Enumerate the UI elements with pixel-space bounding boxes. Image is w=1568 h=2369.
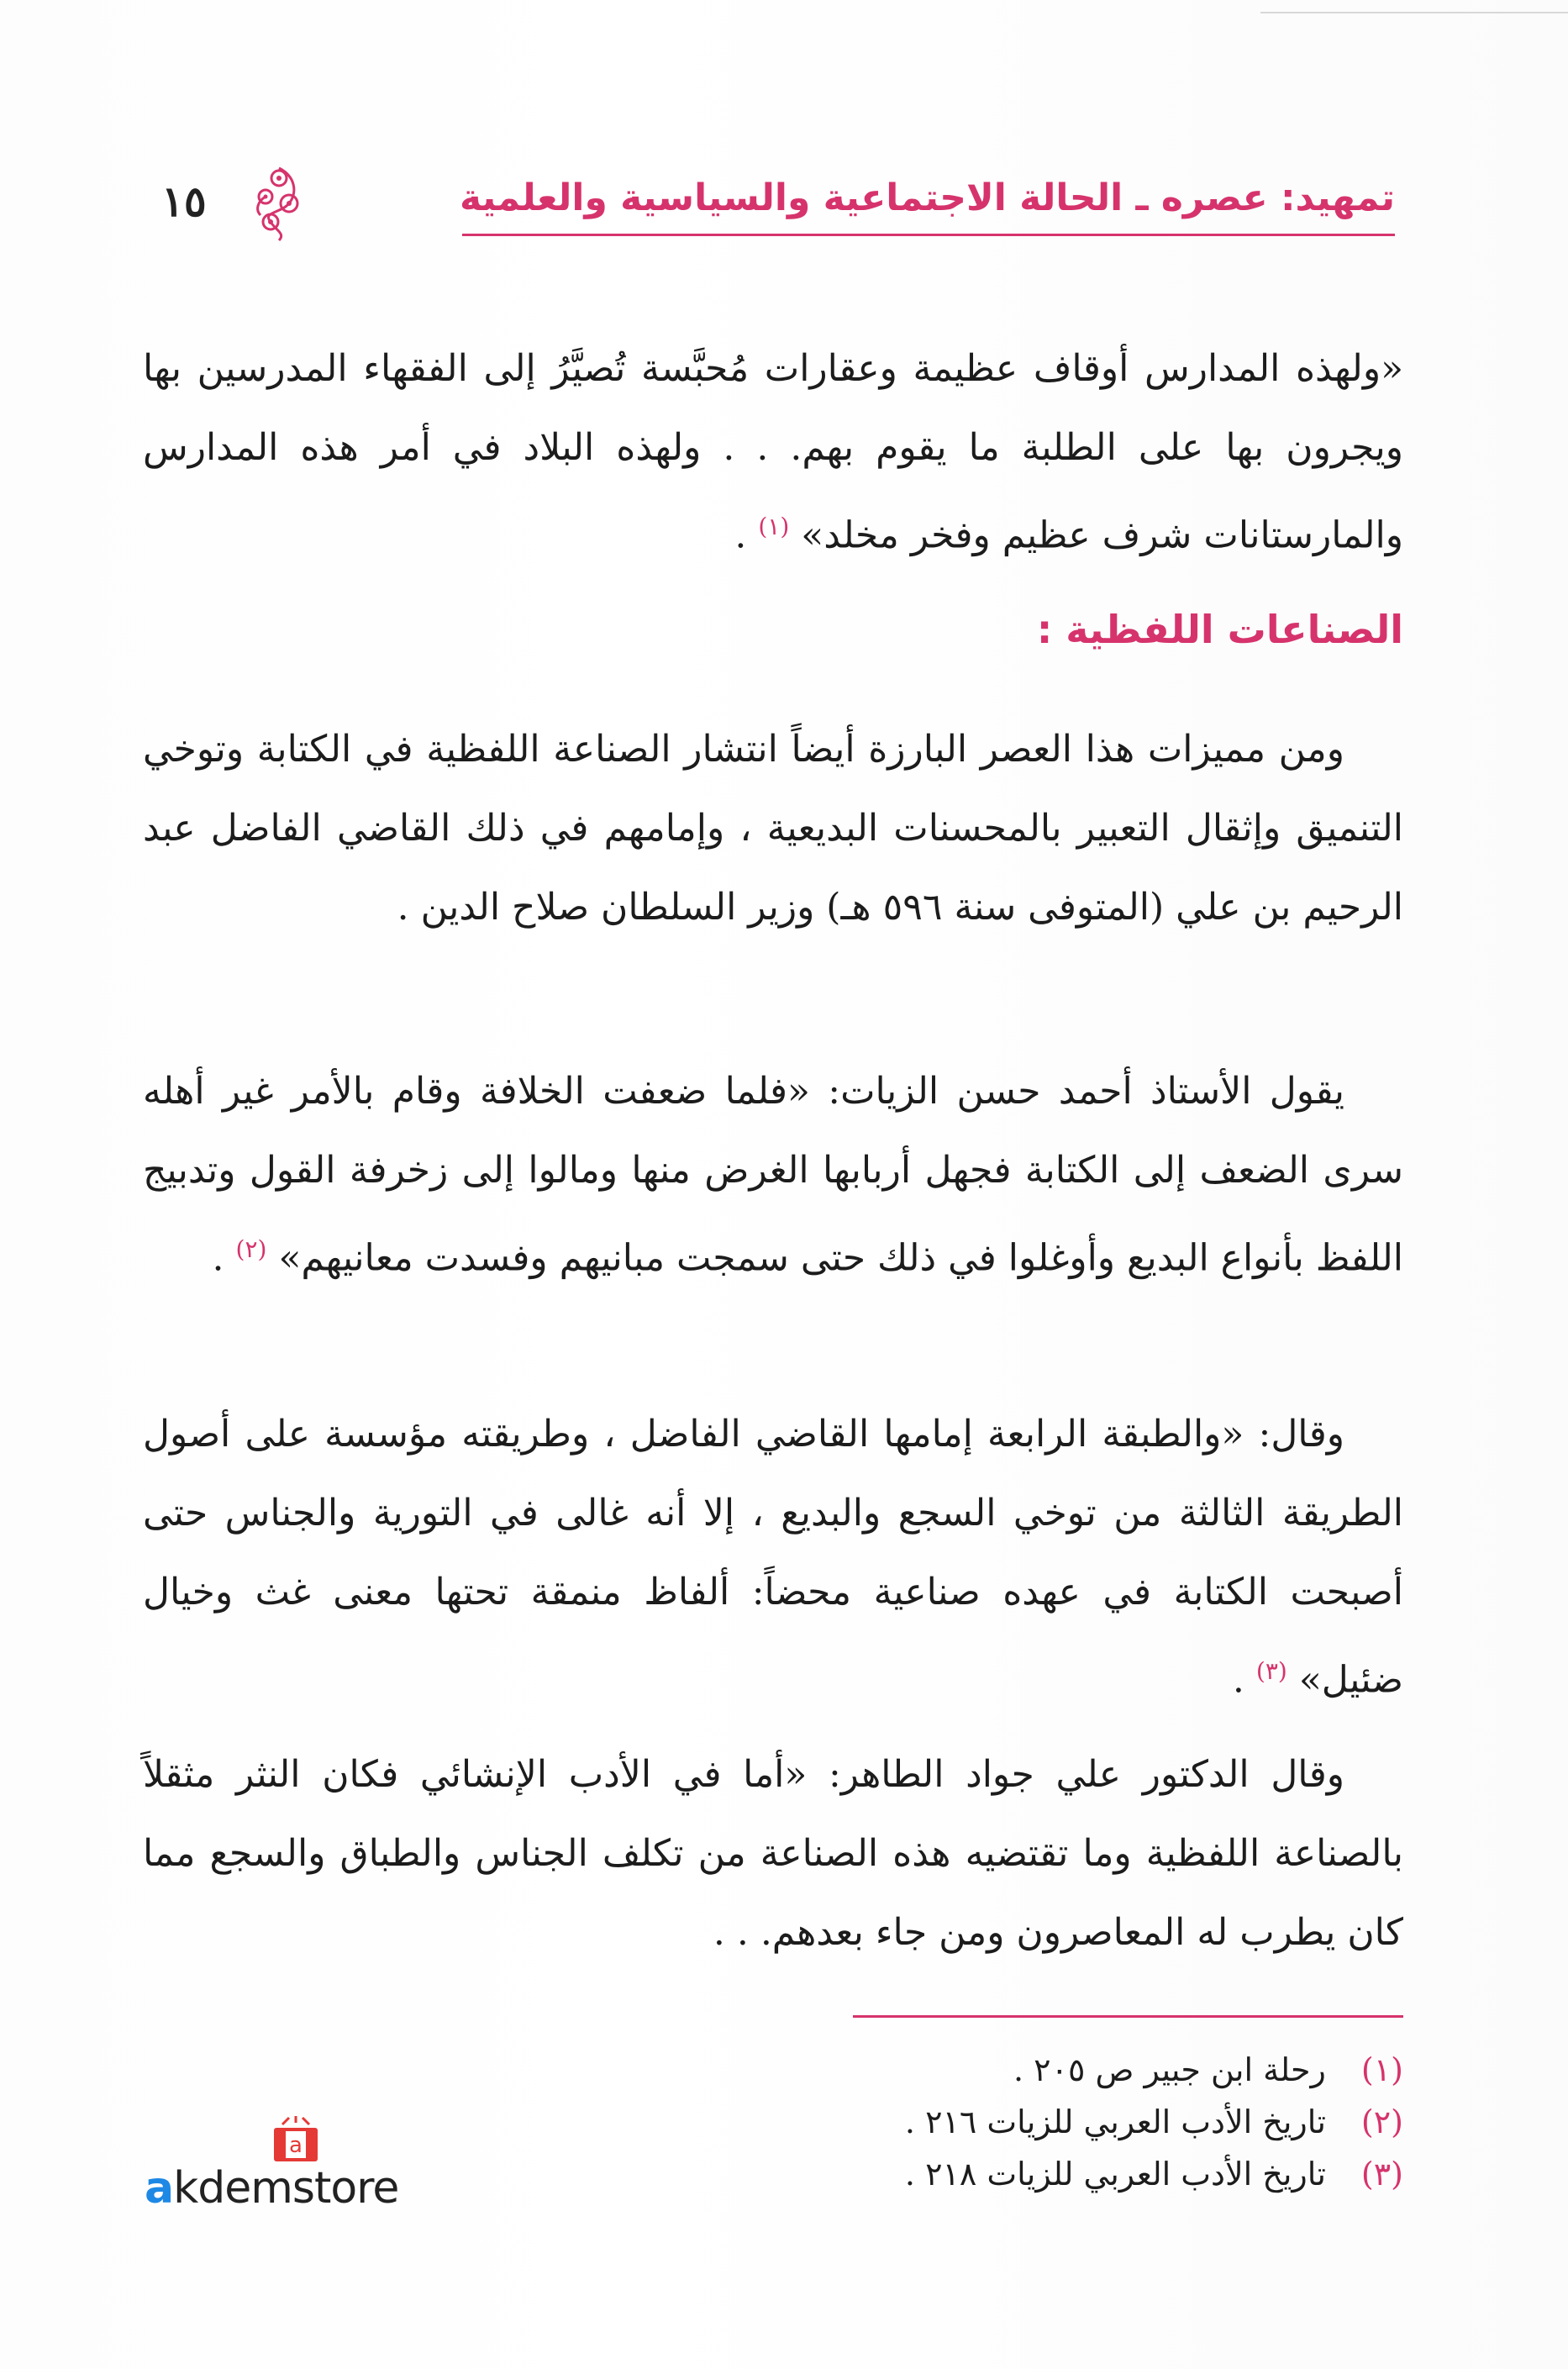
- paragraph-end: .: [1232, 1658, 1244, 1702]
- akdemstore-logo: [145, 2116, 481, 2217]
- quote-paragraph-3: [143, 1052, 1403, 1298]
- footnote-ref-3[interactable]: (٣): [1255, 1657, 1287, 1685]
- footnote-text: رحلة ابن جبير ص ٢٠٥ .: [1013, 2051, 1326, 2088]
- footnote-number: (٢): [1360, 2103, 1403, 2140]
- footnote-ref-1[interactable]: (١): [758, 513, 790, 540]
- footnote-text: تاريخ الأدب العربي للزيات ٢١٦ .: [904, 2103, 1326, 2140]
- footnotes: [563, 2044, 1403, 2200]
- paragraph-text: ومن مميزات هذا العصر البارزة أيضاً انتشار الصناعة اللفظية في الكتابة وتوخي التنميق وإثقال التعبير بالمحسنات البديعية ، وإمامهم في ذلك القاضي الفاضل عبد الرحيم بن علي (المتوفى سنة ٥٩٦ هـ) وزير السلطان صلاح الدين .: [143, 728, 1403, 929]
- paragraph-text: وقال: «والطبقة الرابعة إمامها القاضي الفاضل ، وطريقته مؤسسة على أصول الطريقة الثالثة من توخي السجع والبديع ، إلا أنه غالى في التورية والجناس حتى أصبحت الكتابة في عهده صناعية محضاً: ألفاظ منمقة تحتها معنى غث وخيال ضئيل»: [143, 1413, 1403, 1702]
- book-logo-icon: [271, 2116, 321, 2163]
- footnote-number: (٣): [1360, 2156, 1403, 2193]
- quote-paragraph-1: [143, 329, 1403, 576]
- footnote-divider: [853, 2015, 1403, 2018]
- footnote-ref-2[interactable]: (٢): [235, 1235, 267, 1263]
- logo-rest: kdemstore: [173, 2163, 399, 2214]
- paragraph-end: .: [734, 513, 747, 557]
- footnote-number: (١): [1360, 2051, 1403, 2088]
- paragraph-text: «ولهذه المدارس أوقاف عظيمة وعقارات مُحبَّسة تُصيَّرُ إلى الفقهاء المدرسين بها ويجرون بها على الطلبة ما يقوم بهم. . . ولهذه البلاد في أمر هذه المدارس والمارستانات شرف عظيم وفخر مخلد»: [143, 347, 1403, 557]
- footnote-item: [563, 2148, 1403, 2200]
- paragraph-end: .: [212, 1236, 224, 1280]
- page-edge: [1260, 0, 1568, 13]
- logo-prefix: a: [145, 2163, 174, 2214]
- running-header: [151, 160, 1395, 244]
- paragraph-text: يقول الأستاذ أحمد حسن الزيات: «فلما ضعفت الخلافة وقام بالأمر غير أهله سرى الضعف إلى الكتابة فجهل أربابها الغرض منها ومالوا إلى زخرفة القول وتدبيج اللفظ بأنواع البديع وأوغلوا في ذلك حتى سمجت مبانيهم وفسدت معانيهم»: [143, 1070, 1403, 1280]
- floral-ornament-icon: [245, 160, 313, 244]
- footnote-item: [563, 2096, 1403, 2148]
- logo-icon-letter: a: [289, 2133, 303, 2158]
- quote-paragraph-4: [143, 1395, 1403, 1720]
- paragraph-2: [143, 710, 1403, 947]
- header-divider: [462, 234, 1395, 236]
- logo-wordmark: [145, 2163, 398, 2214]
- quote-paragraph-5: [143, 1735, 1403, 1972]
- footnote-text: تاريخ الأدب العربي للزيات ٢١٨ .: [904, 2156, 1326, 2193]
- chapter-title: تمهيد: عصره ـ الحالة الاجتماعية والسياسية والعلمية: [459, 176, 1395, 219]
- paragraph-text: وقال الدكتور علي جواد الطاهر: «أما في الأدب الإنشائي فكان النثر مثقلاً بالصناعة اللفظية وما تقتضيه هذه الصناعة من تكلف الجناس والطباق والسجع مما كان يطرب له المعاصرون ومن جاء بعدهم. . .: [143, 1753, 1403, 1954]
- page-number: ١٥: [161, 176, 207, 226]
- section-heading: الصناعات اللفظية :: [1036, 607, 1403, 652]
- footnote-item: [563, 2044, 1403, 2096]
